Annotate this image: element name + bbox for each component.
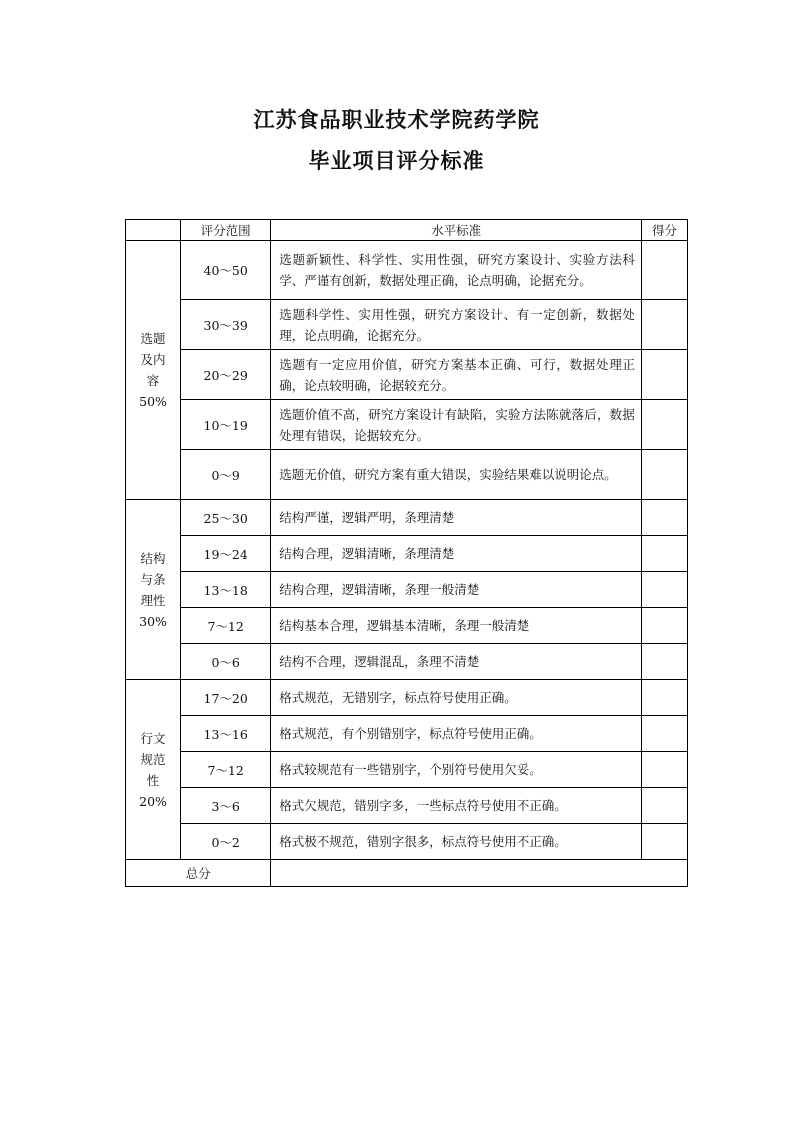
category-label-line: 选题 [140,331,166,346]
score-cell[interactable] [641,400,687,450]
table-row [126,608,688,644]
header-range: 评分范围 [181,220,271,241]
total-row [126,860,688,887]
score-cell[interactable] [641,680,687,716]
score-cell[interactable] [641,241,687,300]
range-cell: 40～50 [181,241,271,300]
standard-cell: 结构基本合理，逻辑基本清晰，条理一般清楚 [271,608,642,644]
range-cell: 7～12 [181,608,271,644]
standard-cell: 格式极不规范，错别字很多，标点符号使用不正确。 [271,824,642,860]
category-weight: 50% [139,394,167,409]
score-cell[interactable] [641,608,687,644]
grading-table [125,219,688,887]
range-cell: 25～30 [181,500,271,536]
score-cell[interactable] [641,824,687,860]
total-score-cell[interactable] [271,860,688,887]
range-cell: 13～18 [181,572,271,608]
category-cell-topic [126,241,181,500]
table-row [126,572,688,608]
category-weight: 30% [139,613,167,629]
standard-cell: 格式欠规范，错别字多，一些标点符号使用不正确。 [271,788,642,824]
range-cell: 0～6 [181,644,271,680]
range-cell: 17～20 [181,680,271,716]
score-cell[interactable] [641,788,687,824]
table-row [126,241,688,300]
standard-cell: 结构严谨，逻辑严明，条理清楚 [271,500,642,536]
standard-cell: 选题科学性、实用性强，研究方案设计、有一定创新，数据处理，论点明确，论据充分。 [271,300,642,350]
table-row [126,450,688,500]
range-cell: 3～6 [181,788,271,824]
range-cell: 30～39 [181,300,271,350]
score-cell[interactable] [641,350,687,400]
category-cell-writing [126,680,181,860]
standard-cell: 格式较规范有一些错别字，个别符号使用欠妥。 [271,752,642,788]
table-row [126,500,688,536]
standard-cell: 格式规范，无错别字，标点符号使用正确。 [271,680,642,716]
header-score: 得分 [641,220,687,241]
category-label-line: 容 [146,373,160,388]
table-row [126,788,688,824]
document-subtitle: 毕业项目评分标准 [308,149,485,173]
total-label: 总分 [126,860,271,887]
score-cell[interactable] [641,300,687,350]
range-cell: 20～29 [181,350,271,400]
table-row [126,300,688,350]
table-row [126,536,688,572]
category-label-line: 及内 [140,352,166,367]
category-label-line: 规范 [140,751,166,767]
table-row [126,680,688,716]
category-label-line: 结构 [140,550,166,566]
standard-cell: 结构合理，逻辑清晰，条理一般清楚 [271,572,642,608]
table-row [126,400,688,450]
table-row [126,716,688,752]
header-category [126,220,181,241]
standard-cell: 选题价值不高，研究方案设计有缺陷，实验方法陈就落后，数据处理有错误，论据较充分。 [271,400,642,450]
table-row [126,752,688,788]
range-cell: 19～24 [181,536,271,572]
score-cell[interactable] [641,752,687,788]
range-cell: 0～2 [181,824,271,860]
range-cell: 13～16 [181,716,271,752]
table-row [126,350,688,400]
category-label-line: 性 [146,772,160,788]
standard-cell: 格式规范，有个别错别字，标点符号使用正确。 [271,716,642,752]
range-cell: 7～12 [181,752,271,788]
range-cell: 10～19 [181,400,271,450]
table-header-row [126,220,688,241]
score-cell[interactable] [641,500,687,536]
table-row [126,824,688,860]
category-cell-structure [126,500,181,680]
standard-cell: 结构不合理，逻辑混乱，条理不清楚 [271,644,642,680]
table-row [126,644,688,680]
standard-cell: 结构合理，逻辑清晰，条理清楚 [271,536,642,572]
document-title: 江苏食品职业技术学院药学院 [253,108,540,132]
score-cell[interactable] [641,450,687,500]
score-cell[interactable] [641,572,687,608]
category-label-line: 理性 [140,592,166,608]
category-label-line: 与条 [140,571,166,587]
category-weight: 20% [139,793,167,809]
standard-cell: 选题新颖性、科学性、实用性强，研究方案设计、实验方法科学、严谨有创新，数据处理正确，论点明确，论据充分。 [271,241,642,300]
score-cell[interactable] [641,536,687,572]
standard-cell: 选题无价值，研究方案有重大错误，实验结果难以说明论点。 [271,450,642,500]
score-cell[interactable] [641,644,687,680]
score-cell[interactable] [641,716,687,752]
range-cell: 0～9 [181,450,271,500]
category-label-line: 行文 [140,730,166,746]
header-standard: 水平标准 [271,220,642,241]
standard-cell: 选题有一定应用价值，研究方案基本正确、可行，数据处理正确，论点较明确，论据较充分。 [271,350,642,400]
